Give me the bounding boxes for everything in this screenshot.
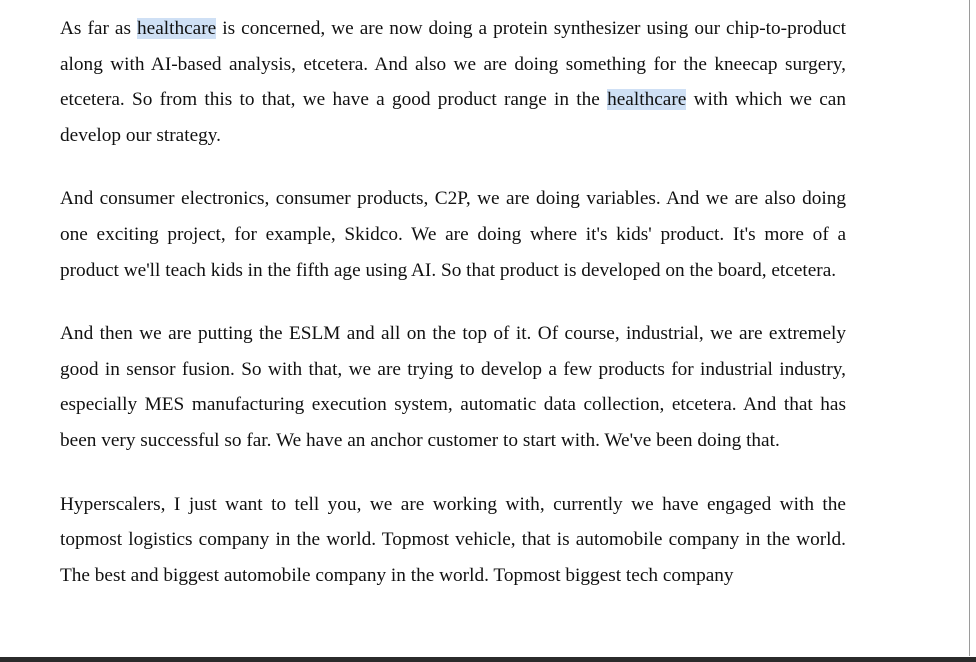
- paragraph-text: is concerned, we are now doing a protein synthesizer using our chip-to-product along with AI-based analysis, etcetera. And also we are doing something for the kneecap surgery, etcetera. So from this to that, we have a good product range in the: [60, 18, 846, 111]
- paragraph-text: As far as: [60, 18, 137, 39]
- page-right-edge: [969, 0, 970, 656]
- paragraph-text: And consumer electronics, consumer products, C2P, we are doing variables. And we are also doing one exciting project, for example, Skidco. We are doing where it's kids' product. It's more of a product we'll teach kids in the fifth age using AI. So that product is developed on the board, etcetera.: [60, 188, 846, 281]
- paragraph-text: And then we are putting the ESLM and all on the top of it. Of course, industrial, we are extremely good in sensor fusion. So with that, we are trying to develop a few products for industrial industry, especially MES manufacturing execution system, automatic data collection, etcetera. And that has been very successful so far. We have an anchor customer to start with. We've been doing that.: [60, 323, 846, 451]
- page-bottom-border: [0, 657, 976, 662]
- search-highlight: healthcare: [137, 18, 217, 39]
- paragraph-text: Hyperscalers, I just want to tell you, we are working with, currently we have engaged with the topmost logistics company in the world. Topmost vehicle, that is automobile company in the world. The best and biggest automobile company in the world. Topmost biggest tech company: [60, 493, 846, 586]
- paragraph-text: with which we can develop our strategy.: [60, 89, 846, 146]
- paragraph-industrial: [60, 316, 846, 458]
- paragraph-healthcare: [60, 11, 846, 153]
- paragraph-consumer-electronics: [60, 181, 846, 288]
- document-body: [60, 11, 846, 621]
- paragraph-hyperscalers: [60, 487, 846, 594]
- search-highlight: healthcare: [607, 89, 687, 111]
